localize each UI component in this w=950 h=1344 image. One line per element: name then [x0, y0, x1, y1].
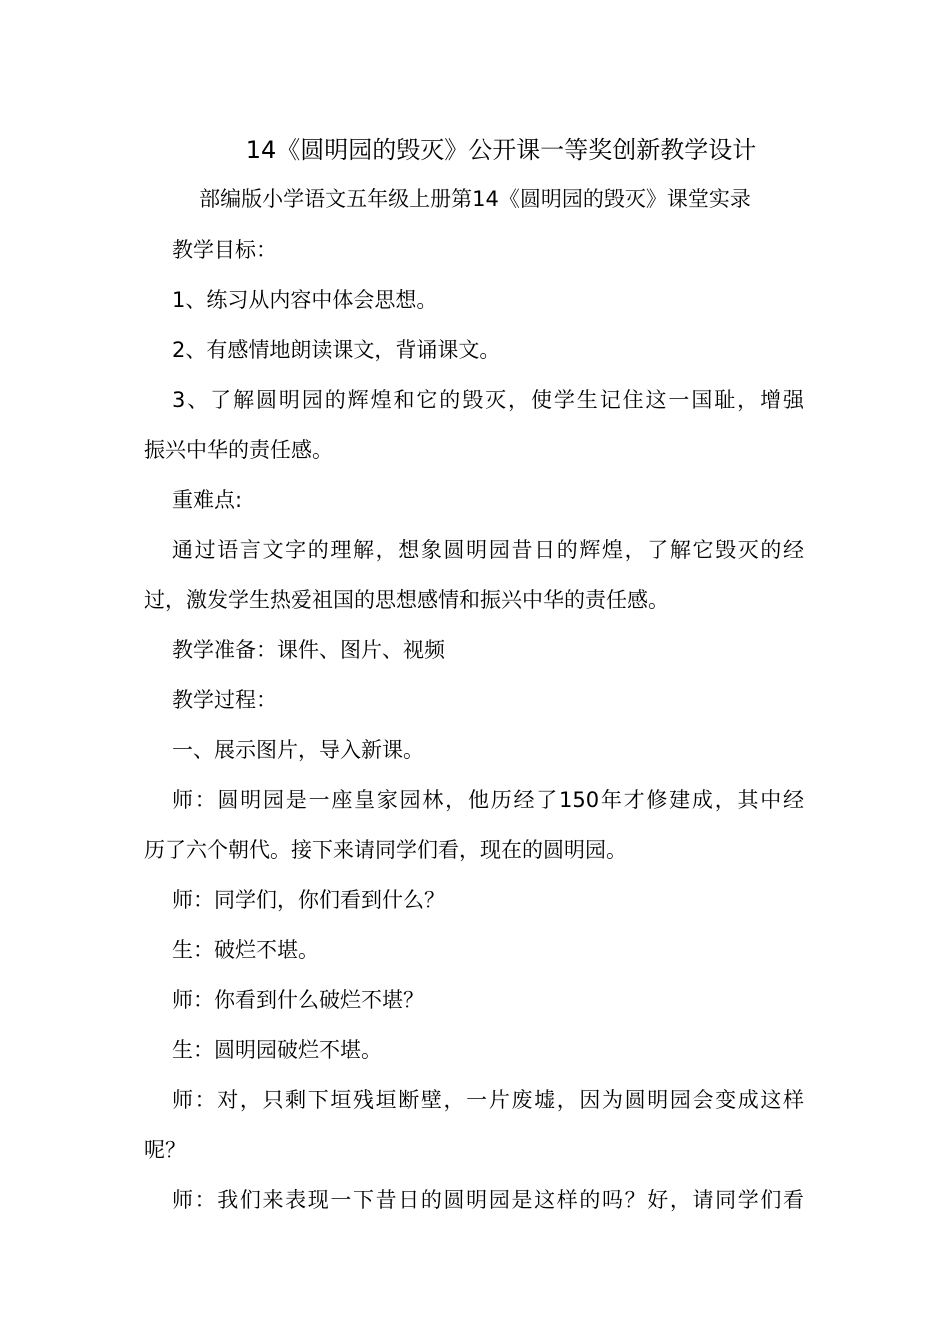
- paragraph-line: 3、了解圆明园的辉煌和它的毁灭，使学生记住这一国耻，增强: [172, 388, 804, 412]
- paragraph-line: 生：破烂不堪。: [172, 938, 319, 962]
- paragraph-line: 师：你看到什么破烂不堪？: [172, 988, 424, 1012]
- paragraph-line: 师：同学们，你们看到什么？: [172, 888, 445, 912]
- paragraph-line: 重难点:: [172, 488, 243, 512]
- document-title: 14《圆明园的毁灭》公开课一等奖创新教学设计: [245, 136, 757, 164]
- paragraph-line: 1、练习从内容中体会思想。: [172, 288, 438, 312]
- paragraph-line: 呢？: [144, 1138, 186, 1162]
- paragraph-line: 一、展示图片，导入新课。: [172, 738, 424, 762]
- paragraph-line: 教学准备：课件、图片、视频: [172, 638, 445, 662]
- paragraph-line: 2、有感情地朗读课文，背诵课文。: [172, 338, 501, 362]
- paragraph-line: 通过语言文字的理解，想象圆明园昔日的辉煌，了解它毁灭的经: [172, 538, 804, 562]
- paragraph-line: 教学过程：: [172, 688, 277, 712]
- paragraph-line: 教学目标：: [172, 238, 277, 262]
- paragraph-line: 振兴中华的责任感。: [144, 438, 333, 462]
- document-subtitle: 部编版小学语文五年级上册第14《圆明园的毁灭》课堂实录: [199, 187, 751, 211]
- paragraph-line: 生：圆明园破烂不堪。: [172, 1038, 382, 1062]
- paragraph-line: 师：圆明园是一座皇家园林，他历经了150年才修建成，其中经: [172, 788, 804, 812]
- paragraph-line: 历了六个朝代。接下来请同学们看，现在的圆明园。: [144, 838, 627, 862]
- paragraph-line: 师：对，只剩下垣残垣断壁，一片废墟，因为圆明园会变成这样: [172, 1088, 804, 1112]
- paragraph-line: 过，激发学生热爱祖国的思想感情和振兴中华的责任感。: [144, 588, 669, 612]
- paragraph-line: 师：我们来表现一下昔日的圆明园是这样的吗？好，请同学们看: [172, 1188, 804, 1212]
